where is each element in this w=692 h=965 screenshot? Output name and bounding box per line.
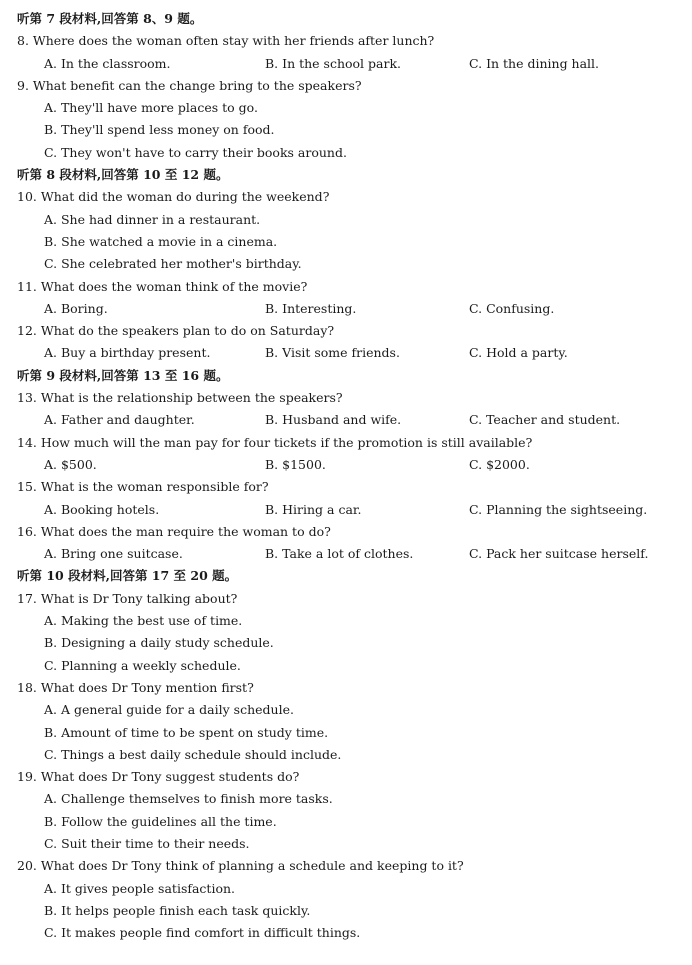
question-15-option-c: C. Planning the sightseeing. [469,501,648,517]
question-20-option-c: C. It makes people find comfort in difficult things. [44,925,361,941]
question-12-option-a: A. Buy a birthday present. [44,345,211,361]
question-12-option-b: B. Visit some friends. [265,345,400,361]
question-15-option-a: A. Booking hotels. [44,501,160,517]
question-15-stem: 15. What is the woman responsible for? [17,479,269,495]
question-8-option-c: C. In the dining hall. [469,55,600,71]
question-13-options [0,409,692,431]
question-9-option-b: B. They'll spend less money on food. [44,122,275,138]
question-16-option-c: C. Pack her suitcase herself. [469,546,649,562]
question-13-option-a: A. Father and daughter. [44,412,195,428]
question-19-stem: 19. What does Dr Tony suggest students do? [17,769,300,785]
question-16-option-b: B. Take a lot of clothes. [265,546,414,562]
question-16-stem: 16. What does the man require the woman to do? [17,523,331,539]
question-20-stem: 20. What does Dr Tony think of planning a schedule and keeping to it? [17,858,464,874]
question-15-options [0,499,692,521]
question-19-option-b: B. Follow the guidelines all the time. [44,813,277,829]
question-13-option-b: B. Husband and wife. [265,412,402,428]
question-12-stem: 12. What do the speakers plan to do on Saturday? [17,323,335,339]
question-19-option-c: C. Suit their time to their needs. [44,835,250,851]
question-11-stem: 11. What does the woman think of the movie? [17,278,308,294]
question-18-option-a: A. A general guide for a daily schedule. [44,702,294,718]
question-17-option-a: A. Making the best use of time. [44,613,243,629]
question-18-option-c: C. Things a best daily schedule should include. [44,746,342,762]
question-8-option-a: A. In the classroom. [44,55,171,71]
question-14-options [0,454,692,476]
question-16-option-a: A. Bring one suitcase. [44,546,183,562]
question-8-option-b: B. In the school park. [265,55,402,71]
question-8-options [0,53,692,75]
question-9-option-c: C. They won't have to carry their books around. [44,144,347,160]
section-heading-10: 听第 10 段材料,回答第 17 至 20 题。 [17,568,238,584]
question-14-option-a: A. $500. [44,456,97,472]
question-17-stem: 17. What is Dr Tony talking about? [17,590,238,606]
question-13-option-c: C. Teacher and student. [469,412,621,428]
question-8-stem: 8. Where does the woman often stay with her friends after lunch? [17,33,435,49]
question-18-stem: 18. What does Dr Tony mention first? [17,679,254,695]
question-17-option-b: B. Designing a daily study schedule. [44,635,274,651]
question-12-options [0,342,692,364]
question-10-option-a: A. She had dinner in a restaurant. [44,211,261,227]
question-14-option-b: B. $1500. [265,456,326,472]
question-13-stem: 13. What is the relationship between the speakers? [17,390,343,406]
question-20-option-b: B. It helps people finish each task quickly. [44,902,311,918]
question-11-options [0,298,692,320]
question-11-option-b: B. Interesting. [265,300,357,316]
question-10-option-b: B. She watched a movie in a cinema. [44,233,278,249]
question-12-option-c: C. Hold a party. [469,345,568,361]
section-heading-8: 听第 8 段材料,回答第 10 至 12 题。 [17,167,229,183]
question-15-option-b: B. Hiring a car. [265,501,362,517]
question-18-option-b: B. Amount of time to be spent on study time. [44,724,329,740]
question-19-option-a: A. Challenge themselves to finish more tasks. [44,791,333,807]
question-17-option-c: C. Planning a weekly schedule. [44,657,241,673]
question-20-option-a: A. It gives people satisfaction. [44,880,236,896]
section-heading-9: 听第 9 段材料,回答第 13 至 16 题。 [17,367,229,383]
question-9-option-a: A. They'll have more places to go. [44,100,258,116]
question-16-options [0,543,692,565]
question-11-option-c: C. Confusing. [469,300,555,316]
question-10-option-c: C. She celebrated her mother's birthday. [44,256,302,272]
section-heading-7: 听第 7 段材料,回答第 8、9 题。 [17,11,203,26]
question-9-stem: 9. What benefit can the change bring to the speakers? [17,77,362,93]
question-10-stem: 10. What did the woman do during the weekend? [17,189,330,205]
question-11-option-a: A. Boring. [44,300,108,316]
question-14-option-c: C. $2000. [469,456,530,472]
question-14-stem: 14. How much will the man pay for four tickets if the promotion is still available? [17,434,533,450]
